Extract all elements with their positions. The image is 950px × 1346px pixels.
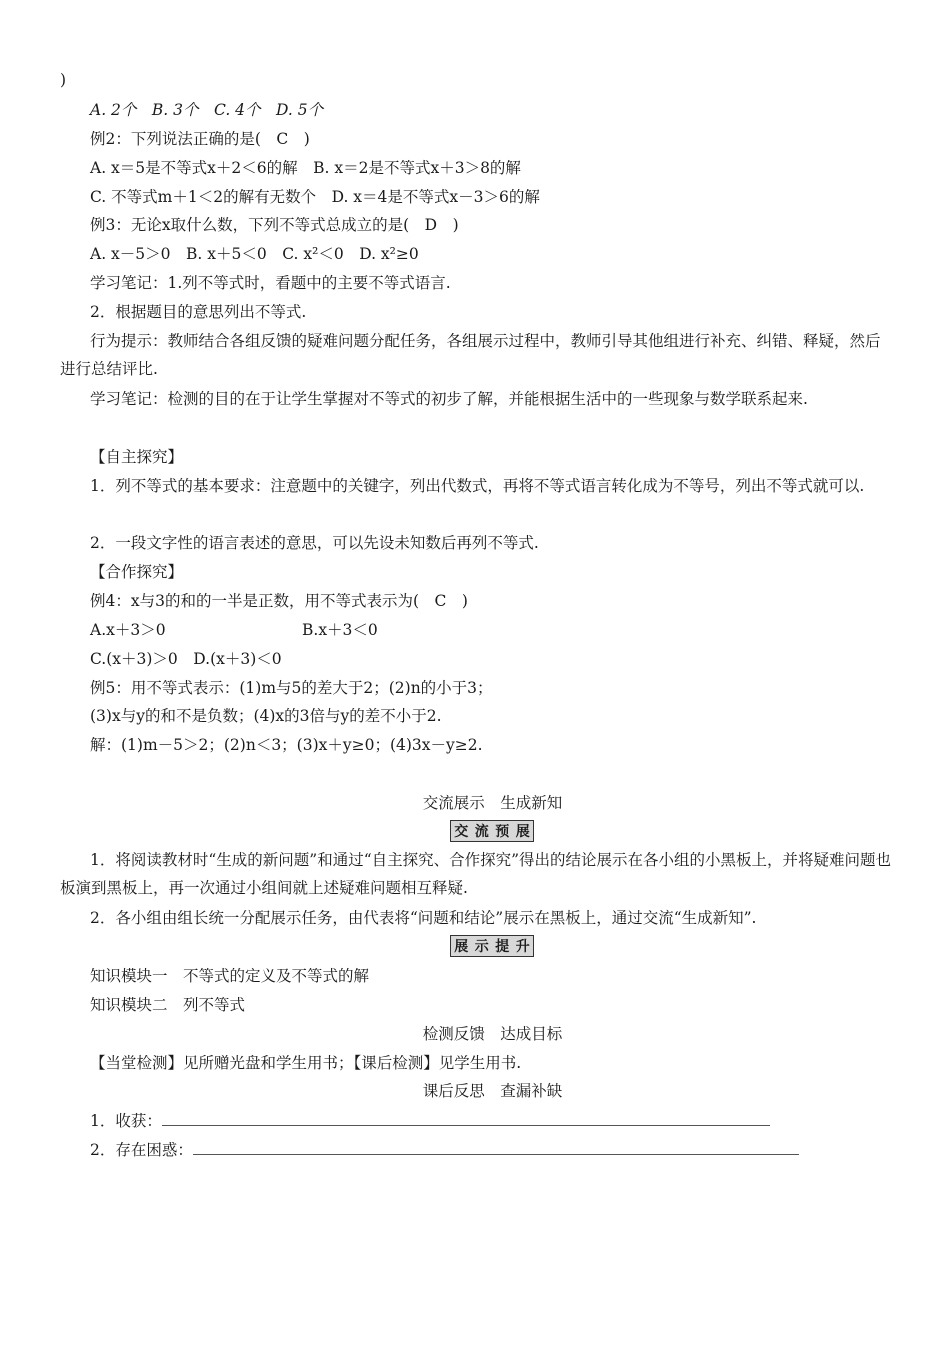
example-5-solution: 解：(1)m－5＞2；(2)n＜3；(3)x＋y≥0；(4)3x－y≥2.	[90, 736, 483, 754]
study-note-detect: 学习笔记：检测的目的在于让学生掌握对不等式的初步了解，并能根据生活中的一些现象与数学联系起来.	[90, 390, 808, 408]
gain-answer-line[interactable]	[162, 1111, 770, 1126]
self-explore-2: 2．一段文字性的语言表述的意思，可以先设未知数后再列不等式.	[90, 534, 539, 552]
study-note: 学习笔记：1.列不等式时，看题中的主要不等式语言.	[90, 274, 451, 292]
badge-exchange-preview	[450, 820, 534, 842]
section-title-exchange: 交流展示 生成新知	[422, 794, 563, 812]
badge-char: 预	[495, 824, 510, 840]
example-4-options-cd: C.(x＋3)＞0 D.(x＋3)＜0	[90, 650, 282, 668]
confusion-answer-line[interactable]	[193, 1140, 799, 1155]
badge-char: 展	[454, 939, 469, 955]
choice-options: A. 2个 B. 3个 C. 4个 D. 5个	[90, 101, 324, 119]
badge-char: 升	[515, 939, 530, 955]
example-4-option-b: B.x＋3＜0	[302, 621, 378, 639]
self-explore-1: 1．列不等式的基本要求：注意题中的关键字，列出代数式，再将不等式语言转化成为不等号，列出不等式就可以.	[90, 477, 865, 495]
example-2-options-cd: C. 不等式m＋1＜2的解有无数个 D. x＝4是不等式x－3＞6的解	[90, 188, 540, 206]
reflect-confusion-label: 2．存在困惑：	[90, 1141, 193, 1159]
example-4: 例4：x与3的和的一半是正数，用不等式表示为( C )	[90, 592, 468, 610]
example-3: 例3：无论x取什么数，下列不等式总成立的是( D )	[90, 216, 459, 234]
example-4-option-a: A.x＋3＞0	[90, 621, 166, 639]
example-3-options: A. x－5＞0 B. x＋5＜0 C. x²＜0 D. x²≥0	[90, 245, 419, 263]
exchange-1: 1．将阅读教材时“生成的新问题”和通过“自主探究、合作探究”得出的结论展示在各小组的小黑板上，并将疑难问题也板演到黑板上，再一次通过小组间就上述疑难问题相互释疑.	[60, 851, 892, 897]
badge-char: 流	[474, 824, 489, 840]
knowledge-module-2: 知识模块二 列不等式	[90, 996, 246, 1014]
knowledge-module-1: 知识模块一 不等式的定义及不等式的解	[90, 967, 370, 985]
section-heading-self-explore: 【自主探究】	[90, 448, 184, 466]
reflect-gain	[90, 1111, 770, 1131]
reflect-confusion	[90, 1140, 799, 1160]
section-title-reflect: 课后反思 查漏补缺	[422, 1082, 563, 1100]
badge-char: 展	[515, 824, 530, 840]
reflect-gain-label: 1．收获：	[90, 1112, 162, 1130]
section-title-detect: 检测反馈 达成目标	[422, 1025, 563, 1043]
behavior-tip: 行为提示：教师结合各组反馈的疑难问题分配任务，各组展示过程中，教师引导其他组进行补充、纠错、释疑，然后进行总结评比.	[60, 332, 881, 378]
text-line: )	[60, 71, 67, 89]
badge-char: 示	[474, 939, 489, 955]
example-5-cont: (3)x与y的和不是负数；(4)x的3倍与y的差不小于2.	[90, 707, 442, 725]
badge-display-improve	[450, 935, 534, 957]
badge-char: 提	[495, 939, 510, 955]
example-2: 例2：下列说法正确的是( C )	[90, 130, 310, 148]
badge-char: 交	[454, 824, 469, 840]
detect-info: 【当堂检测】见所赠光盘和学生用书；【课后检测】见学生用书.	[90, 1054, 522, 1072]
exchange-2: 2．各小组由组长统一分配展示任务，由代表将“问题和结论”展示在黑板上，通过交流“生成新知”.	[90, 909, 757, 927]
study-note-2: 2．根据题目的意思列出不等式.	[90, 303, 307, 321]
section-heading-coop-explore: 【合作探究】	[90, 563, 184, 581]
example-2-options-ab: A. x＝5是不等式x＋2＜6的解 B. x＝2是不等式x＋3＞8的解	[90, 159, 521, 177]
example-5: 例5：用不等式表示：(1)m与5的差大于2；(2)n的小于3；	[90, 679, 493, 697]
